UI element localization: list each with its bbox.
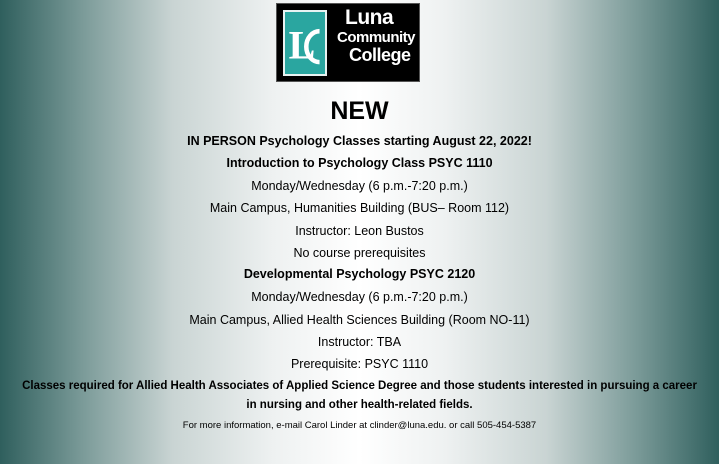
logo-mark-letter-l: L: [288, 22, 316, 68]
course1-schedule: Monday/Wednesday (6 p.m.-7:20 p.m.): [251, 179, 468, 193]
requirement-line-1: Classes required for Allied Health Associates of Applied Science Degree and those students interested in pursuing a career: [22, 380, 697, 392]
course2-title: Developmental Psychology PSYC 2120: [243, 267, 476, 281]
requirement-line-2: in nursing and other health-related fields.: [246, 399, 473, 411]
headline: NEW: [330, 97, 389, 125]
course1-location: Main Campus, Humanities Building (BUS– Room 112): [209, 201, 510, 215]
course2-schedule: Monday/Wednesday (6 p.m.-7:20 p.m.): [251, 290, 468, 304]
logo-word-community: Community: [337, 29, 415, 46]
contact-info: For more information, e-mail Carol Linder at clinder@luna.edu. or call 505-454-5387: [182, 420, 537, 431]
intro-line: IN PERSON Psychology Classes starting August 22, 2022!: [187, 134, 532, 148]
course2-location: Main Campus, Allied Health Sciences Building (Room NO-11): [189, 313, 530, 327]
course2-instructor: Instructor: TBA: [317, 335, 402, 349]
logo-word-college: College: [349, 45, 411, 65]
course1-instructor: Instructor: Leon Bustos: [295, 224, 424, 238]
course1-prerequisite: No course prerequisites: [293, 246, 426, 260]
logo-word-luna: Luna: [345, 6, 394, 29]
course1-title: Introduction to Psychology Class PSYC 1110: [226, 156, 493, 170]
logo-wordmark: [337, 7, 419, 64]
lc-logo-mark: [283, 10, 327, 76]
college-logo: [276, 3, 420, 82]
course2-prerequisite: Prerequisite: PSYC 1110: [290, 357, 429, 371]
